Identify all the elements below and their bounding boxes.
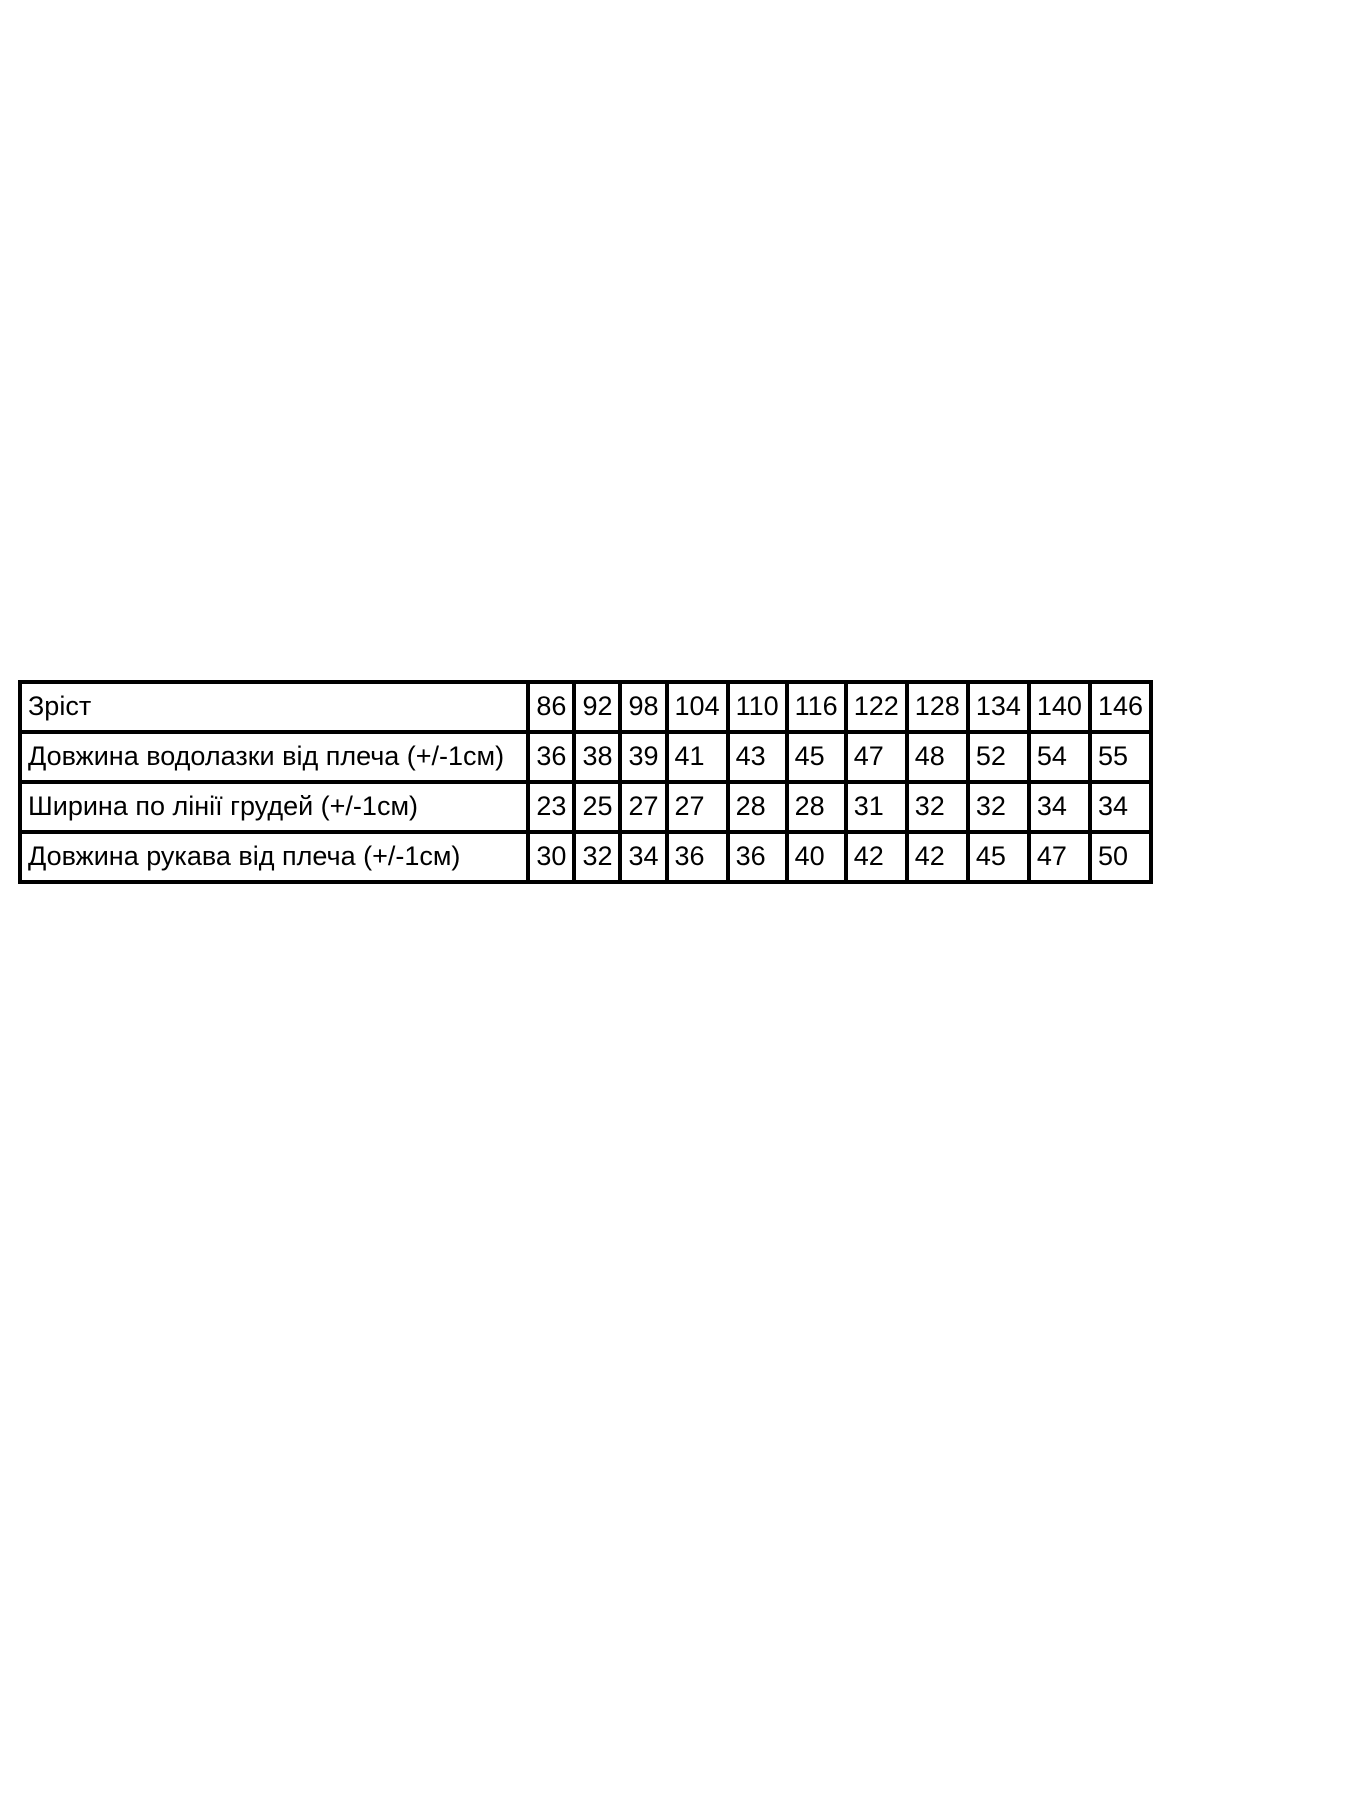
- table-cell: 36: [528, 732, 574, 782]
- row-label: Довжина водолазки від плеча (+/-1см): [20, 732, 528, 782]
- table-cell: 140: [1029, 682, 1090, 732]
- table-cell: 27: [620, 782, 666, 832]
- table-cell: 45: [968, 832, 1029, 882]
- table-cell: 41: [667, 732, 728, 782]
- table-cell: 86: [528, 682, 574, 732]
- row-label: Зріст: [20, 682, 528, 732]
- table-cell: 28: [728, 782, 787, 832]
- table-cell: 54: [1029, 732, 1090, 782]
- table-cell: 30: [528, 832, 574, 882]
- table-cell: 27: [667, 782, 728, 832]
- table-cell: 42: [846, 832, 907, 882]
- table-cell: 55: [1090, 732, 1151, 782]
- size-chart-body: [20, 682, 1151, 882]
- table-cell: 34: [1090, 782, 1151, 832]
- table-row: [20, 832, 1151, 882]
- table-cell: 34: [1029, 782, 1090, 832]
- row-label: Ширина по лінії грудей (+/-1см): [20, 782, 528, 832]
- table-cell: 48: [907, 732, 968, 782]
- table-cell: 40: [787, 832, 846, 882]
- size-chart-container: [18, 680, 1153, 884]
- table-cell: 47: [1029, 832, 1090, 882]
- table-cell: 50: [1090, 832, 1151, 882]
- table-cell: 32: [907, 782, 968, 832]
- table-cell: 128: [907, 682, 968, 732]
- table-cell: 38: [574, 732, 620, 782]
- table-cell: 134: [968, 682, 1029, 732]
- table-cell: 45: [787, 732, 846, 782]
- table-cell: 104: [667, 682, 728, 732]
- table-cell: 31: [846, 782, 907, 832]
- table-cell: 23: [528, 782, 574, 832]
- table-row: [20, 682, 1151, 732]
- table-cell: 28: [787, 782, 846, 832]
- table-cell: 42: [907, 832, 968, 882]
- table-cell: 34: [620, 832, 666, 882]
- table-cell: 36: [728, 832, 787, 882]
- table-cell: 52: [968, 732, 1029, 782]
- table-cell: 36: [667, 832, 728, 882]
- table-cell: 32: [574, 832, 620, 882]
- table-row: [20, 732, 1151, 782]
- table-cell: 122: [846, 682, 907, 732]
- table-row: [20, 782, 1151, 832]
- table-cell: 146: [1090, 682, 1151, 732]
- table-cell: 47: [846, 732, 907, 782]
- table-cell: 39: [620, 732, 666, 782]
- table-cell: 98: [620, 682, 666, 732]
- table-cell: 92: [574, 682, 620, 732]
- size-chart-table: [18, 680, 1153, 884]
- table-cell: 43: [728, 732, 787, 782]
- table-cell: 32: [968, 782, 1029, 832]
- row-label: Довжина рукава від плеча (+/-1см): [20, 832, 528, 882]
- table-cell: 25: [574, 782, 620, 832]
- table-cell: 110: [728, 682, 787, 732]
- table-cell: 116: [787, 682, 846, 732]
